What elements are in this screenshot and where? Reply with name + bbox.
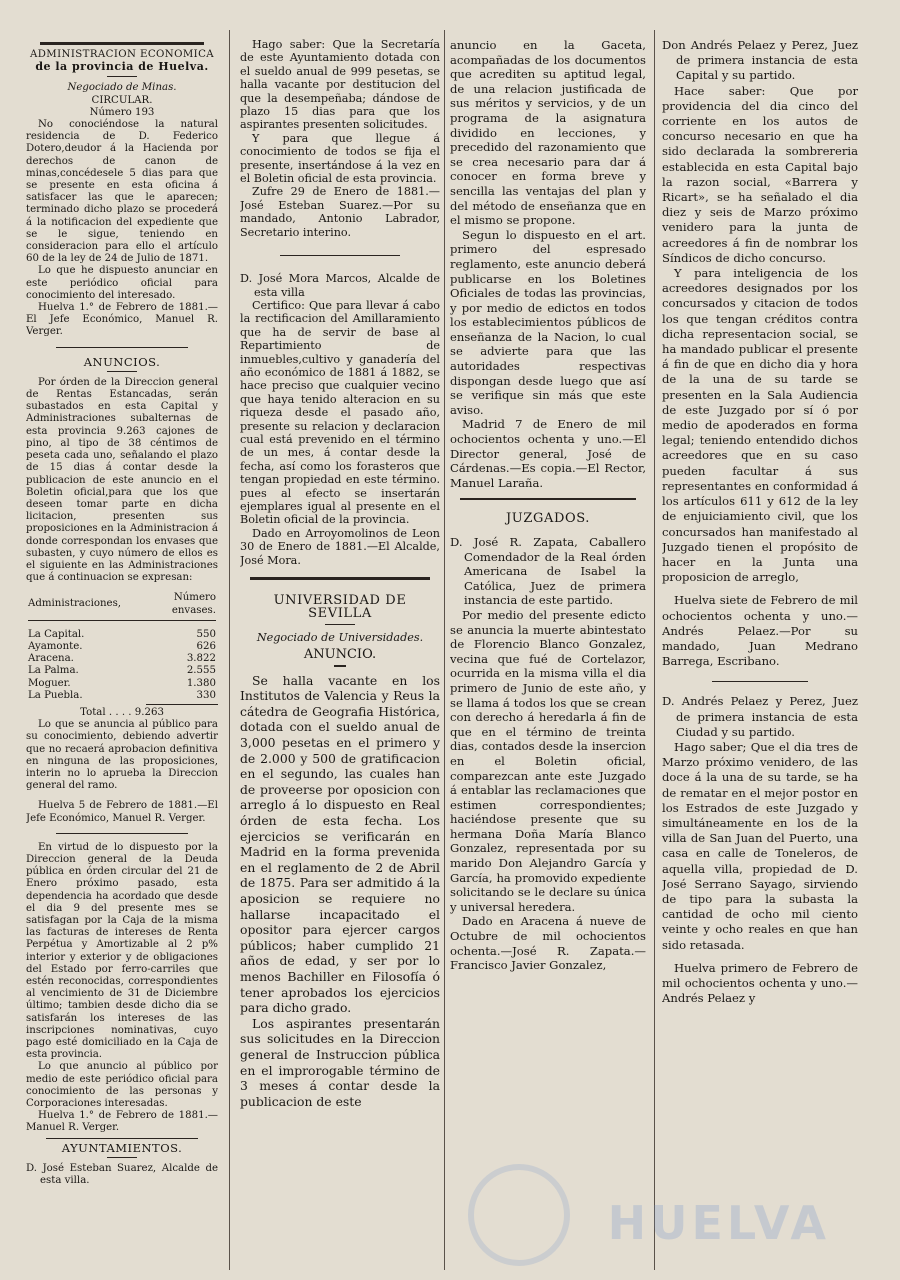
table-row [26,690,218,702]
deuda-signature: Huelva 1.° de Febrero de 1881.—Manuel R. Verger. [26,1110,218,1134]
negociado-title: Negociado de Minas. [67,82,177,94]
madrid-signature: Madrid 7 de Enero de mil ochocientos ochenta y uno.—El Director general, José de Cárdenas.—Es copia.—El Rector, Manuel Laraña. [450,417,646,490]
ayuntamientos-heading: AYUNTAMIENTOS. [61,1140,183,1155]
table-total: Total . . . . 9.263 [80,706,164,718]
table-cell: 626 [196,640,216,652]
table-cell: 330 [196,689,216,701]
table-row [26,665,218,677]
circular-label: CIRCULAR. [91,94,153,106]
subasta-signature: Huelva primero de Febrero de mil ochocientos ochenta y uno.—Andrés Pelaez y [662,960,858,1006]
pelaez-signature: Huelva siete de Febrero de mil ochocientos ochenta y uno.—Andrés Pelaez.—Por su mandado, Juan Medrano Barrega, Escribano. [662,593,858,669]
pelaez-heading: Don Andrés Pelaez y Perez, Juez de primera instancia de esta Capital y su partido. [662,38,858,83]
watermark-seal [468,1164,570,1266]
column-2 [240,38,440,1280]
pelaez-body: Hace saber: Que por providencia del dia cinco del corriente en los autos de concurso necesario en que ha sido declarada la sombrereria establecida en esta Capital bajo la razon social, «Barrera y Ricart», se ha señalado el dia diez y seis de Marzo próximo venidero para la junta de acreedores á fin de nombrar los Síndicos de dicho concurso. [662,83,858,265]
table-row [26,629,218,641]
header-rule [40,42,204,45]
table-cell: Aracena. [28,653,74,665]
reglamento-notice: Segun lo dispuesto en el art. primero del espresado reglamento, este anuncio deberá publicarse en los Boletines Oficiales de todas las provincias, y por medio de edictos en todos los establecimientos públicos de enseñanza de la Nacion, lo cual se advierte para que las autoridades respectivas dispongan desde luego que así se verifique sin más que este aviso. [450,227,646,417]
admin-header: ADMINISTRACION ECONOMICA [29,49,215,60]
envases-table [26,592,218,702]
universidad-heading: UNIVERSIDAD DE SEVILLA [273,593,407,622]
table-cell: 550 [196,628,216,640]
section-rule [460,498,636,500]
universidad-body-2: Los aspirantes presentarán sus solicitudes en la Direccion general de Instruccion pública en el improrogable término de 3 meses á contar desde la publicacion de este [240,1015,440,1109]
table-cell: Ayamonte. [28,640,83,652]
section-rule [56,833,188,834]
column-rule [654,30,655,1270]
universidad-continuation: anuncio en la Gaceta, acompañadas de los documentos que acrediten su aptitud legal, de una relacion justificada de sus méritos y servicios, y de un programa de la asignatura dividido en lecciones, y precedido del razonamiento que se crea necesario para dar á conocer en forma breve y sencilla las ventajas del plan y del método de enseñanza que en el mismo se propone. [450,38,646,228]
anuncio-body-2: Lo que se anuncia al público para su conocimiento, debiendo advertir que no recaerá aprobacion definitiva en ninguna de las proposiciones, interin no lo aprueba la Direccion general del ramo. [26,719,218,792]
ayuntamientos-body: D. José Esteban Suarez, Alcalde de esta villa. [26,1162,218,1187]
mora-heading: D. José Mora Marcos, Alcalde de esta villa [240,272,440,299]
separator [107,371,137,372]
column-4 [662,38,858,1280]
anuncios-heading: ANUNCIOS. [83,354,161,369]
universidad-anuncio: ANUNCIO. [303,647,377,663]
mora-body: Certifico: Que para llevar á cabo la rectificacion del Amillaramiento que ha de servir de base al Repartimiento de inmuebles,cultivo y ganadería del año económico de 1881 á 1882, se hace preciso que cualquier vecino que haya tenido alteracion en su riqueza desde el pasado año, presente su relacion y declaracion cual está prevenido en el término de un mes, á contar desde la fecha, así como los forasteros que tengan propiedad en este término. pues al efecto se insertarán ejemplares igual al presente en el Boletin oficial de la provincia. [240,298,440,527]
deuda-body-2: Lo que anuncio al público por medio de este periódico oficial para conocimiento de las personas y Corporaciones interesadas. [26,1061,218,1110]
table-head-cell: Administraciones, [28,598,122,610]
mora-signature: Dado en Arroyomolinos de Leon 30 de Enero de 1881.—El Alcalde, José Mora. [240,526,440,567]
column-rule [444,30,445,1270]
section-rule [56,347,188,348]
column-1 [26,38,218,1280]
separator [107,1157,137,1158]
zufre-signature: Zufre 29 de Enero de 1881.—José Esteban Suarez.—Por su mandado, Antonio Labrador, Secretario interino. [240,185,440,239]
zapata-heading: D. José R. Zapata, Caballero Comendador de la Real órden Americana de Isabel la Católica, Juez de primera instancia de este partido. [450,535,646,608]
watermark-text: HUELVA [607,1196,830,1250]
table-cell: La Puebla. [28,689,83,701]
circular-number: Número 193 [89,106,155,118]
anuncio-signature: Huelva 5 de Febrero de 1881.—El Jefe Económico, Manuel R. Verger. [26,800,218,824]
circular-body-2: Lo que he dispuesto anunciar en este periódico oficial para conocimiento del interesado. [26,265,218,301]
table-header [26,592,218,616]
zapata-signature: Dado en Aracena á nueve de Octubre de mil ochocientos ochenta.—José R. Zapata.—Francisco Javier Gonzalez, [450,914,646,973]
table-cell: 1.380 [186,677,216,689]
anuncio-body: Por órden de la Direccion general de Rentas Estancadas, serán subastados en esta Capital y Administraciones subalternas de esta provincia 9.263 cajones de pino, al tipo de 38 céntimos de peseta cada uno, señalando el plazo de 15 dias á contar desde la publicacion de este anuncio en el Boletin oficial,para que los que deseen tomar parte en dicha licitacion, presenten sus proposiciones en la Administracion á donde correspondan los envases que subasten, y cuyo número de ellos es el siguiente en las Administraciones que á continuacion se expresan: [26,376,218,584]
separator [334,665,346,667]
juzgados-heading: JUZGADOS. [505,511,591,527]
zufre-notice-2: Y para que llegue á conocimiento de todos se fija el presente, insertándose á la vez en el Boletin oficial de esta provincia. [240,131,440,186]
zapata-body: Por medio del presente edicto se anuncia la muerte abintestato de Florencio Blanco Gonzalez, vecina que fué de Cortelazor, ocurrida en la misma villa el dia primero de Junio de este año, y se llama á todos los que se crean con derecho á heredarla á fin de que en el término de treinta dias, contados desde la insercion en el Boletin oficial, comparezcan ante este Juzgado á entablar las reclamaciones que estimen correspondientes; haciéndose presente que su hermana Doña María Blanco Gonzalez, representada por su marido Don Alejandro García y García, ha promovido expediente solicitando se le declare su única y universal heredera. [450,607,646,914]
column-3 [450,38,646,1280]
pelaez-body-2: Y para inteligencia de los acreedores designados por los concursados y citacion de todos los que tengan créditos contra dicha representacion social, se ha mandado publicar el presente á fin de que en dicho dia y hora de la una de su tarde se presenten en la Sala Audiencia de este Juzgado por sí ó por medio de apoderados en forma legal; teniendo entendido dichos acreedores que en su caso pueden facultar á sus representantes en conformidad á los artículos 611 y 612 de la ley de enjuiciamiento civil, que los concursados han manifestado al Juzgado tienen el propósito de hacer en la Junta una proposicion de arreglo, [662,266,858,585]
column-rule [229,30,230,1270]
circular-body: No conociéndose la natural residencia de D. Federico Dotero,deudor á la Hacienda por derechos de canon de minas,concédesele 5 dias para que se presente en esta oficina á satisfacer las que le aparecen; terminado dicho plazo se procederá á la notificacion del expediente que se le sigue, teniendo en consideracion para ello el artículo 60 de la ley de 24 de Julio de 1871. [26,119,218,265]
separator [107,76,137,77]
table-cell: La Palma. [28,665,79,677]
zufre-notice: Hago saber: Que la Secretaría de este Ayuntamiento dotada con el sueldo anual de 999 pesetas, se halla vacante por destitucion del que la desempeñaba; dándose de plazo 15 dias para que los aspirantes presenten solicitudes. [240,38,440,132]
section-rule [250,577,430,580]
circular-signature: Huelva 1.° de Febrero de 1881.—El Jefe Económico, Manuel R. Verger. [26,302,218,338]
table-row [26,678,218,690]
table-row [26,641,218,653]
table-cell: 3.822 [186,653,216,665]
table-row [26,653,218,665]
table-head-cell: Número envases. [171,592,216,616]
separator [325,624,355,625]
universidad-body: Se halla vacante en los Institutos de Valencia y Reus la cátedra de Geografia Histórica, dotada con el sueldo anual de 3,000 pesetas en el primero y de 2.000 y 500 de gratificacion en el segundo, las cuales han de proveerse por oposicion con arreglo á lo dispuesto en Real órden de esta fecha. Los ejercicios se verificarán en Madrid en la forma prevenida en el reglamento de 2 de Abril de 1875. Para ser admitido á la aposicion se requiere no hallarse incapacitado el opositor para ejercer cargos públicos; haber cumplido 21 años de edad, y ser por lo menos Bachiller en Filosofía ó tener aprobados los ejercicios para dicho grado. [240,672,440,1016]
admin-subheader: de la provincia de Huelva. [35,60,209,74]
table-cell: La Capital. [28,628,85,640]
universidad-negociado: Negociado de Universidades. [256,630,424,644]
section-rule [280,255,400,256]
section-rule [712,681,808,682]
subasta-body: Hago saber; Que el dia tres de Marzo próximo venidero, de las doce á la una de su tarde, se ha de rematar en el mejor postor en los Estrados de este Juzgado y simultáneamente en los de la villa de San Juan del Puerto, una casa en calle de Toneleros, de aquella villa, propiedad de D. José Serrano Sayago, sirviendo de tipo para la subasta la cantidad de ocho mil ciento veinte y ocho reales en que han sido retasada. [662,739,858,952]
table-cell: 2.555 [186,665,216,677]
deuda-body: En virtud de lo dispuesto por la Direccion general de la Deuda pública en órden circular del 21 de Enero próximo pasado, esta dependencia ha acordado que desde el dia 9 del presente mes se satisfagan por la Caja de la misma las facturas de intereses de Renta Perpétua y Amortizable al 2 p% interior y exterior y de obligaciones del Estado por ferro-carriles que estén reconocidas, correspondientes al vencimiento de 31 de Diciembre último; tambien desde dicho dia se satisfarán los intereses de las inscripciones nominativas, cuyo pago esté domiciliado en la Caja de esta provincia. [26,841,218,1061]
table-cell: Moguer. [28,677,71,689]
pelaez-heading-2: D. Andrés Pelaez y Perez, Juez de primera instancia de esta Ciudad y su partido. [662,694,858,739]
